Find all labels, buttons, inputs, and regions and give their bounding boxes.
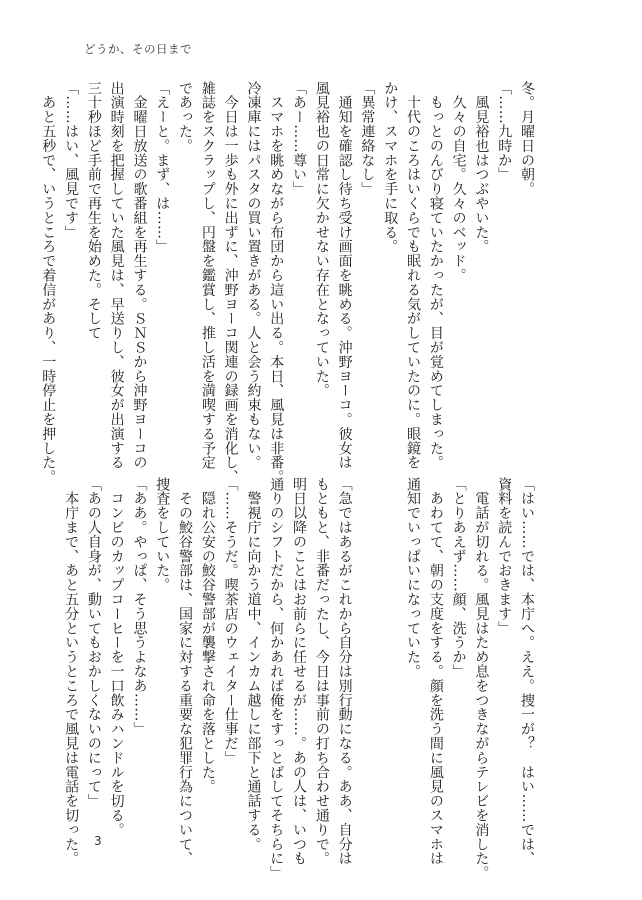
text-line: 「急ではあるがこれから自分は別行動になる。ああ、自分は [336, 477, 353, 866]
text-line: 冬。月曜日の朝。 [519, 81, 535, 197]
text-line: その鮫谷警部は、国家に対する重要な犯罪行為について、 [177, 477, 194, 866]
text-line: 雑誌をスクラップし、円盤を鑑賞し、推し活を満喫する予定 [199, 81, 216, 470]
text-line: 「あの人自身が、動いてもおかしくないのにって」 [85, 477, 102, 809]
blank-line [356, 477, 379, 825]
running-title: どうか、その日まで [84, 42, 192, 56]
text-line: あと五秒で、いうところで着信があり、一時停止を押した。 [40, 81, 57, 485]
text-line: 久々の自宅。久々のベッド。 [450, 81, 467, 283]
text-line: 「はい……では、本庁へ。ええ。捜一が？ はい……では、 [519, 477, 535, 866]
text-line: もっとのんびり寝ていたかったが、目が覚めてしまった。 [427, 81, 444, 470]
text-line: 「……そうだ。喫茶店のウェイター仕事だ」 [222, 477, 239, 765]
lower-text-block [63, 477, 538, 881]
blank-line [378, 477, 401, 825]
text-line: 金曜日放送の歌番組を再生する。ＳＮＳから沖野ヨーコの [131, 81, 148, 470]
text-line: コンビのカップコーヒーを一口飲みハンドルを切る。 [108, 477, 125, 837]
text-line: 「とりあえず……顔、洗うか」 [450, 477, 467, 679]
text-line: 明日以降のことはお前らに任せるが……。あの人は、いつも [291, 477, 308, 866]
text-line: 「あー……尊い」 [291, 81, 308, 197]
text-line: 風見裕也はつぶやいた。 [473, 81, 490, 254]
text-line: 資料を読んでおきます」 [496, 477, 513, 636]
text-line: 「ああ。やっぱ、そう思うよなあ……」 [131, 477, 148, 737]
text-line: 通知でいっぱいになっていた。 [405, 477, 422, 679]
text-line: 十代のころはいくらでも眠れる気がしていたのに。眼鏡を [405, 81, 422, 470]
text-line: 捜査をしていた。 [154, 477, 171, 593]
text-line: スマホを眺めながら布団から這い出る。本日、風見は非番。 [268, 81, 285, 485]
text-line: 「異常連絡なし」 [359, 81, 376, 197]
text-line: 出演時刻を把握していた風見は、早送りし、彼女が出演する [108, 81, 125, 470]
text-line: あわてて、朝の支度をする。顔を洗う間に風見のスマホは [427, 477, 444, 866]
text-line: 通知を確認し待ち受け画面を眺める。沖野ヨーコ。彼女は [336, 81, 353, 470]
text-line: 本庁まで、あと五分というところで風見は電話を切った。 [63, 477, 80, 866]
text-line: 冷凍庫にはパスタの買い置きがある。人と会う約束もない。 [245, 81, 262, 470]
text-line: 電話が切れる。風見はため息をつきながらテレビを消した。 [473, 477, 490, 881]
upper-text-block [40, 81, 538, 485]
text-line: 「えーと。まず、は……」 [154, 81, 171, 254]
text-line: 通りのシフトだから、何かあれば俺をすっとばしてそちらに」 [268, 477, 285, 881]
text-line: 「……はい、風見です」 [63, 81, 80, 240]
text-line: 「……九時か」 [496, 81, 513, 182]
text-line: であった。 [177, 81, 194, 153]
text-line: 風見裕也の日常に欠かせない存在となっていた。 [313, 81, 330, 398]
text-line: 今日は一歩も外に出ずに、沖野ヨーコ関連の録画を消化し、 [222, 81, 239, 485]
text-line: 三十秒ほど手前で再生を始めた。そして [85, 81, 102, 341]
page-number: 3 [94, 834, 102, 848]
text-line: かけ、スマホを手に取る。 [382, 81, 399, 254]
text-line: 隠れ公安の鮫谷警部が襲撃され命を落とした。 [199, 477, 216, 794]
text-line: もともと、非番だったし、今日は事前の打ち合わせ通りで。 [313, 477, 330, 866]
text-line: 警視庁に向かう道中、インカム越しに部下と通話する。 [245, 477, 262, 852]
